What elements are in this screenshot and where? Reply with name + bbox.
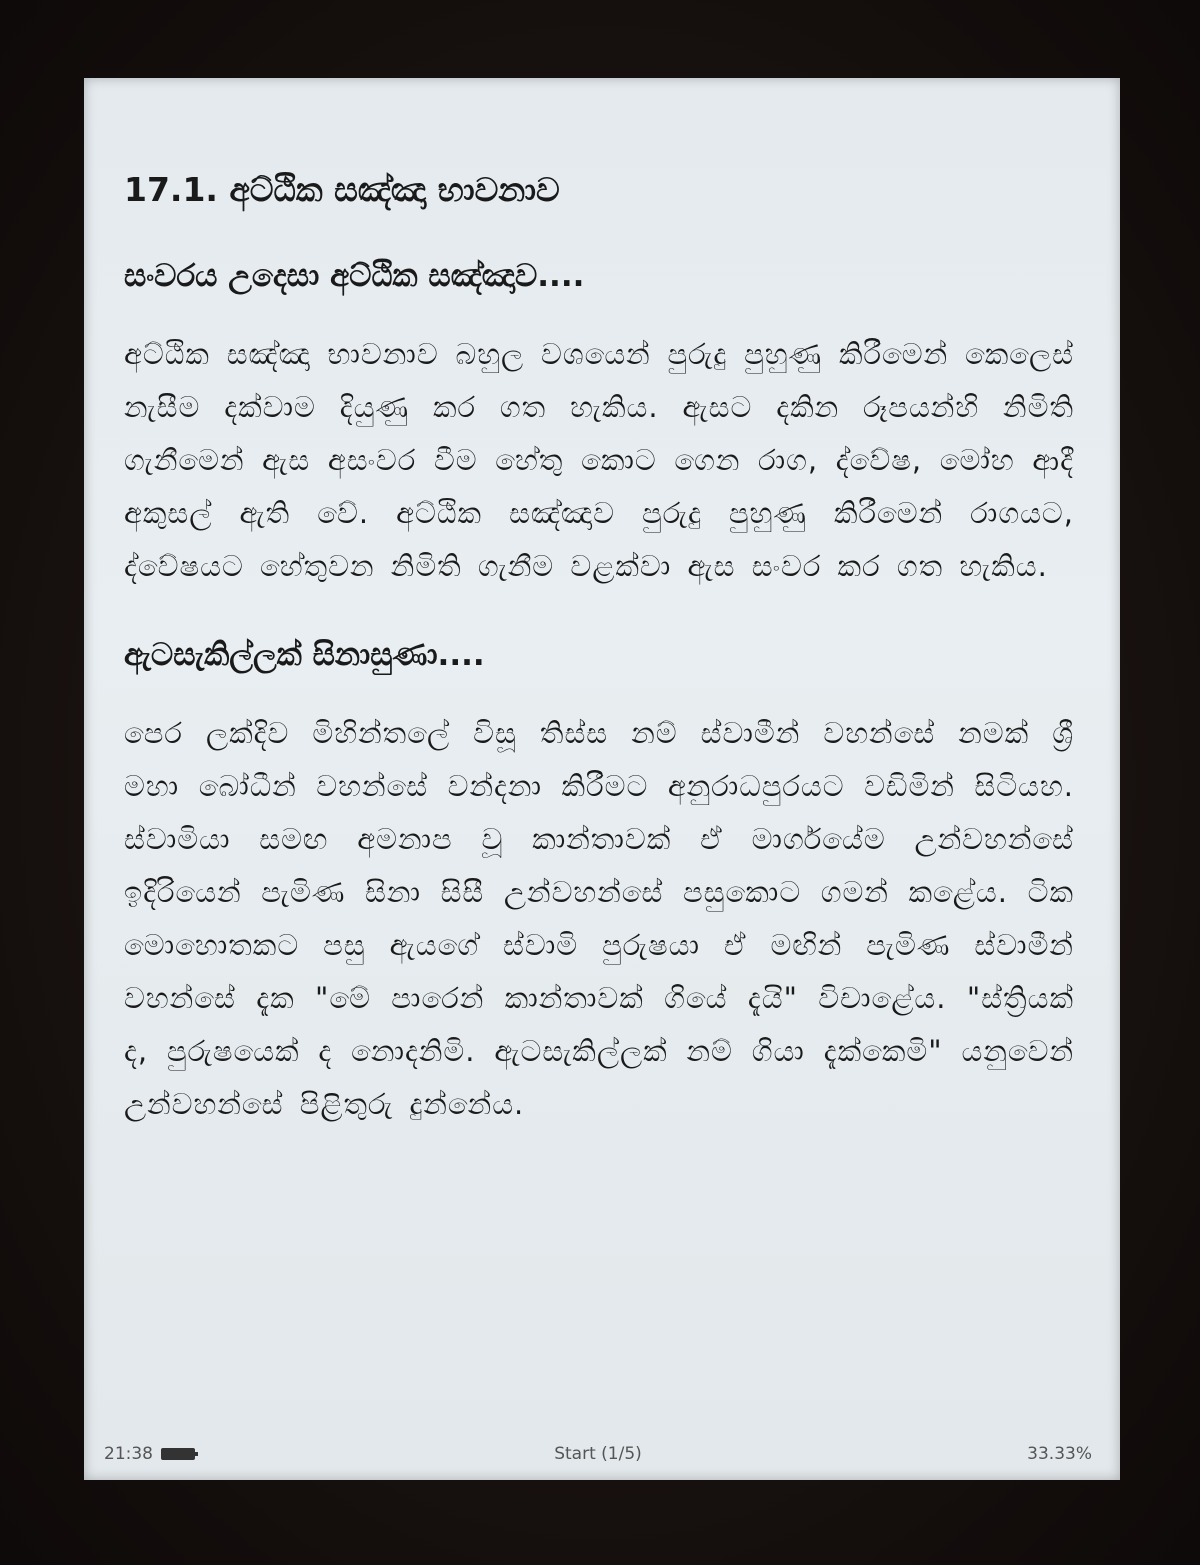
clock: 21:38 [104, 1444, 153, 1464]
section-heading-1: සංවරය උදෙසා අට්ඨික සඤ්ඤාව.... [124, 258, 585, 294]
page-content [124, 160, 1074, 1165]
chapter-title: 17.1. අට්ඨික සඤ්ඤා භාවනාව [124, 170, 560, 209]
reader-screen[interactable] [84, 78, 1120, 1480]
page-location: Start (1/5) [554, 1444, 642, 1464]
section-paragraph-2: පෙර ලක්දිව මිහින්තලේ විසූ තිස්ස නම් ස්වාමීන් වහන්සේ නමක් ශ්‍රී මහා බෝධීන් වහන්සේ වන්දනා කිරීමට අනුරාධපුරයට වඩිමින් සිටියහ. ස්වාමියා සමඟ අමනාප වූ කාන්තාවක් ඒ මාර්ගයේම උන්වහන්සේ ඉදිරියෙන් පැමිණ සිනා සිසී උන්වහන්සේ පසුකොට ගමන් කළේය. ටික මොහොතකට පසු ඇයගේ ස්වාමි පුරුෂයා ඒ මඟින් පැමිණ ස්වාමීන් වහන්සේ දැක "මේ පාරෙන් කාන්තාවක් ගියේ දැයි" විචාළේය. "ස්ත්‍රියක් ද, පුරුෂයෙක් ද නොදනිමි. ඇටසැකිල්ලක් නම් ගියා දැක්කෙමි" යනුවෙන් උන්වහන්සේ පිළිතුරු දුන්නේය. [124, 716, 1074, 1121]
status-bar [104, 1444, 1092, 1468]
section-heading-2: ඇටසැකිල්ලක් සිනාසුණා.... [124, 637, 485, 673]
reading-progress: 33.33% [1027, 1444, 1092, 1464]
section-paragraph-1: අට්ඨික සඤ්ඤා භාවනාව බහුල වශයෙන් පුරුදු පුහුණු කිරීමෙන් කෙලෙස් නැසීම දක්වාම දියුණු කර ගත හැකිය. ඇසට දකින රූපයන්හි නිමිති ගැනීමෙන් ඇස අසංවර වීම හේතු කොට ගෙන රාග, ද්වේෂ, මෝහ ආදී අකුසල් ඇති වේ. අට්ඨික සඤ්ඤාව පුරුදු පුහුණු කිරීමෙන් රාගයට, ද්වේෂයට හේතුවන නිමිති ගැනීම වළක්වා ඇස සංවර කර ගත හැකිය. [124, 337, 1074, 583]
